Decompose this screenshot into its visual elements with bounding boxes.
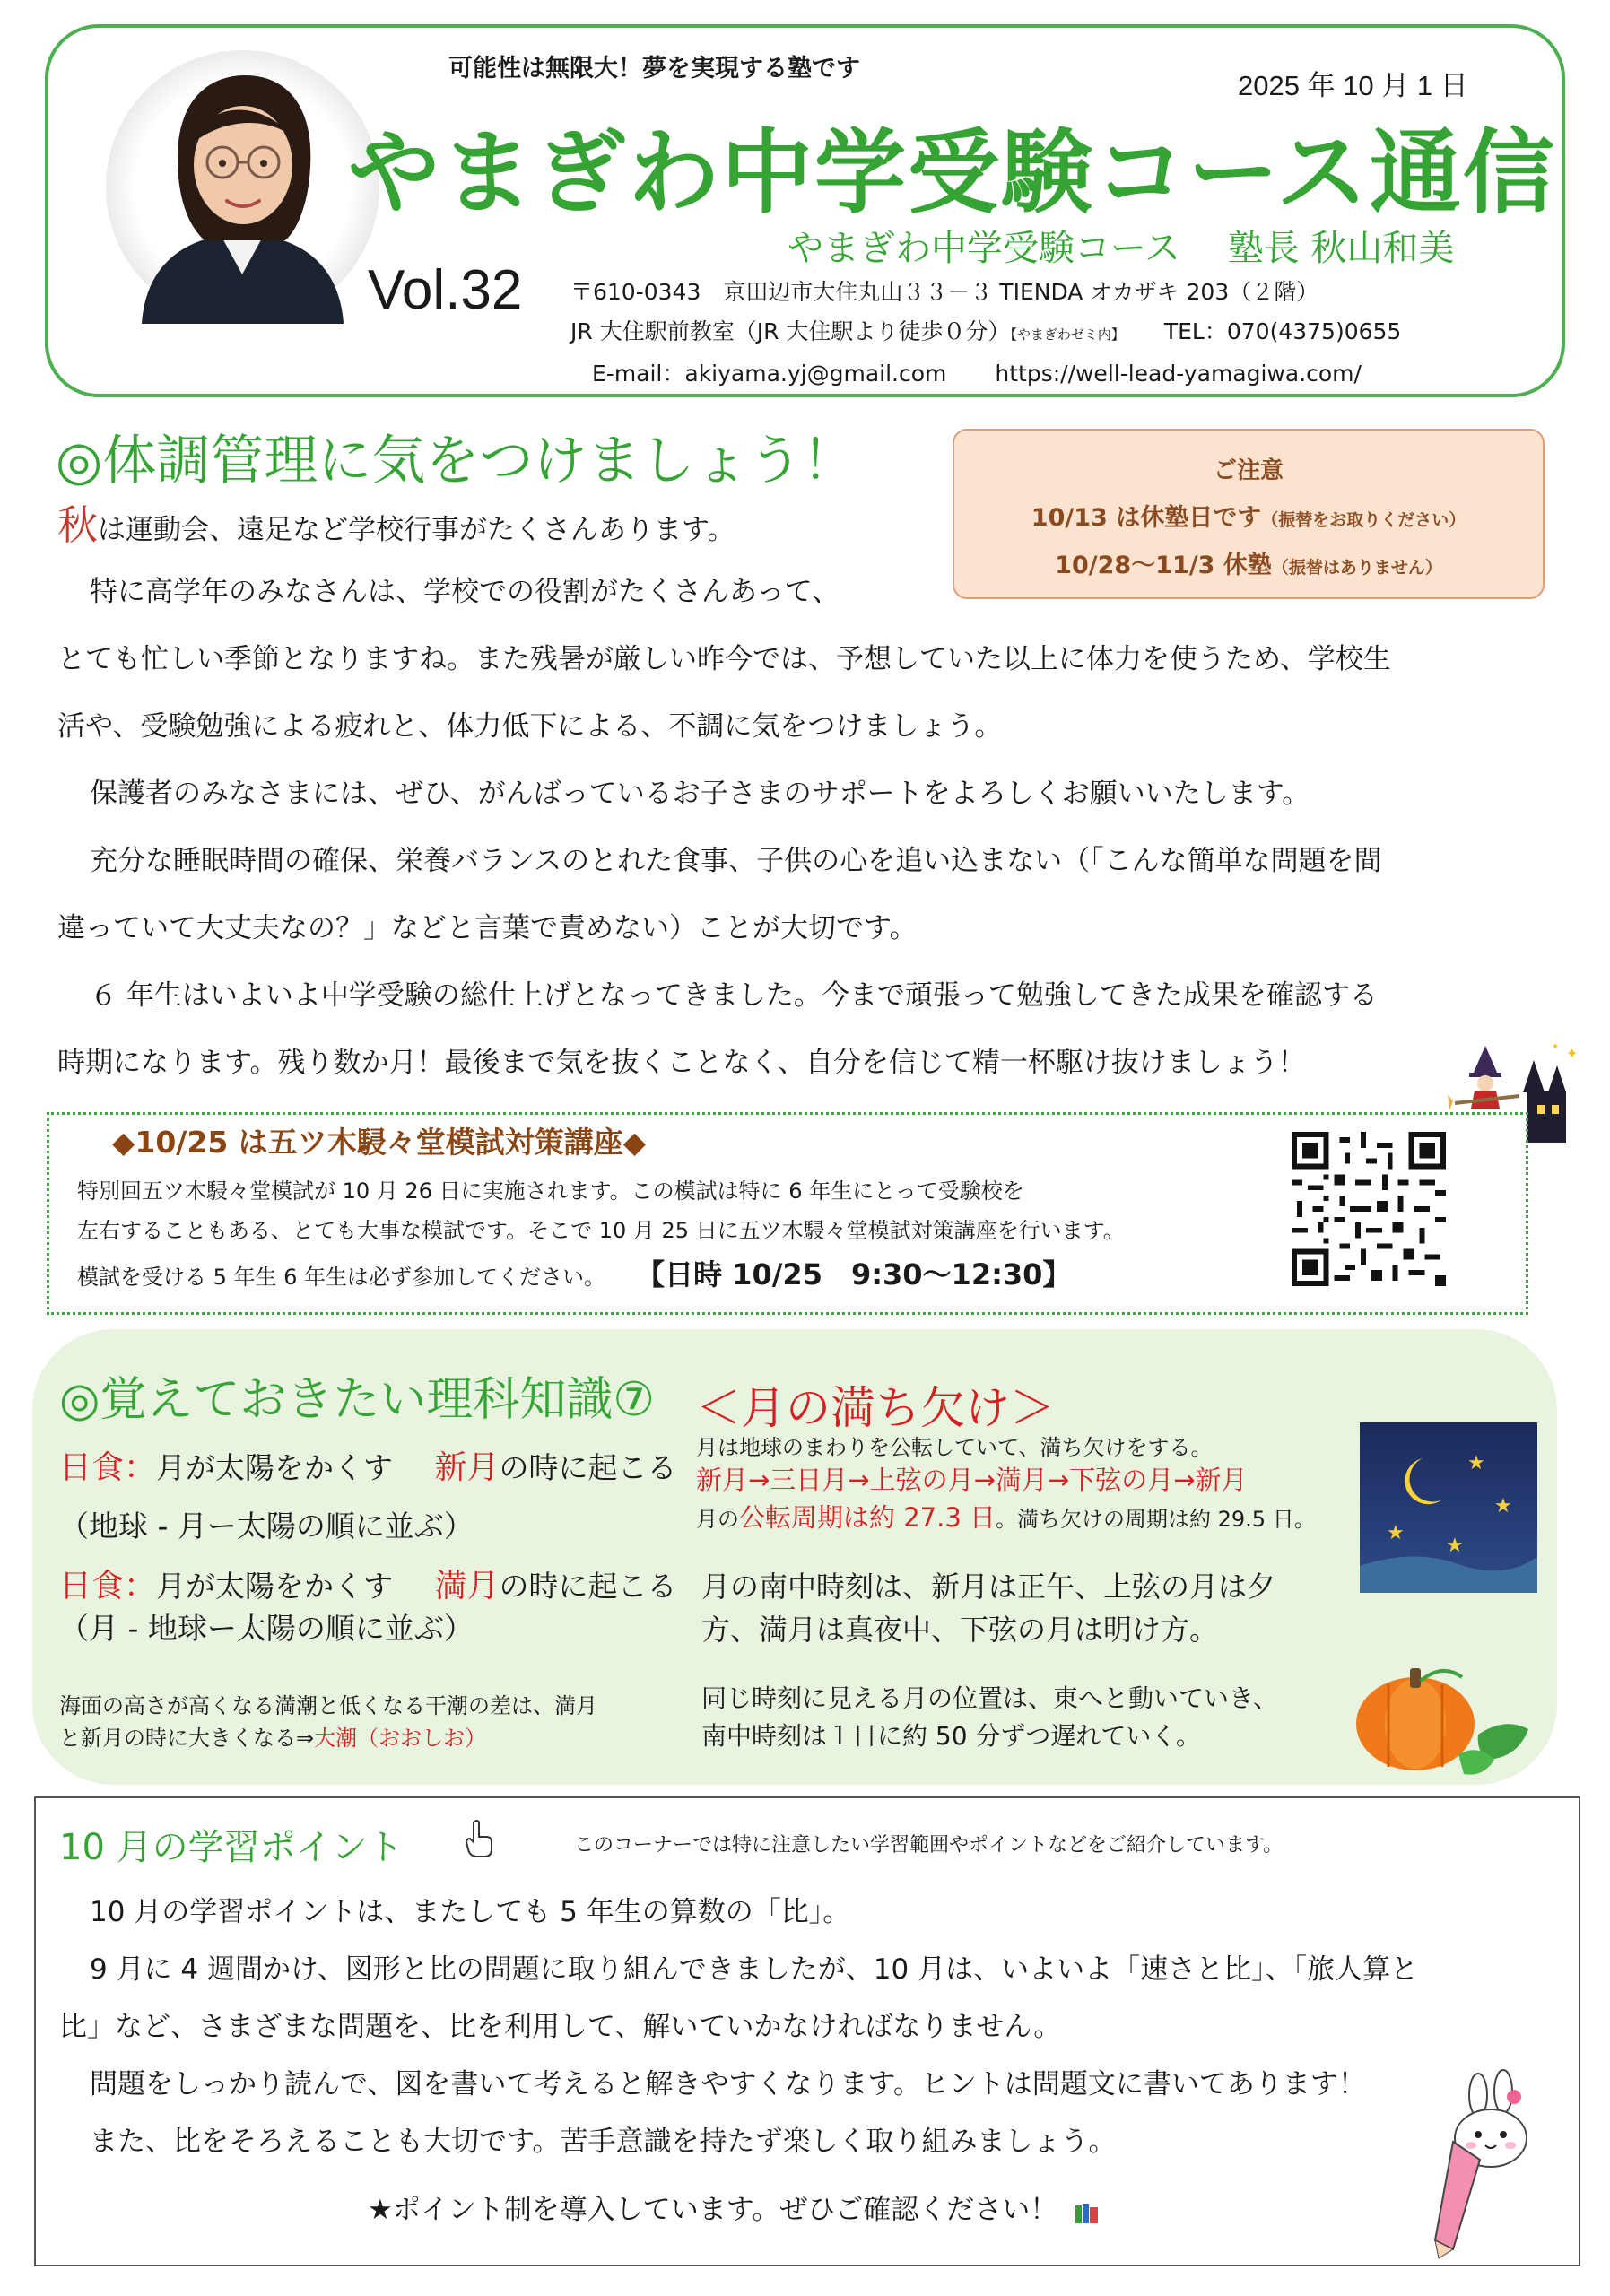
website-link[interactable]: https://well-lead-yamagiwa.com/: [995, 361, 1362, 387]
svg-text:★: ★: [1387, 1522, 1405, 1544]
health-heading: ◎体調管理に気をつけましょう！: [56, 430, 857, 492]
eclipse-line-1: 日食：月が太陽をかくす 新月の時に起こる: [59, 1449, 677, 1486]
health-paragraph-9: 時期になります。残り数か月！最後まで気を抜くことなく、自分を信じて精一杯駆け抜けましょう！: [57, 1047, 1306, 1079]
issue-date: 2025 年 10 月 1 日: [1238, 70, 1468, 101]
moon-phase-heading: ＜月の満ち欠け＞: [696, 1382, 1055, 1434]
notice-line-1: 10/13 は休塾日です（振替をお取りください）: [1031, 504, 1466, 532]
svg-text:★: ★: [1467, 1452, 1485, 1474]
campus-info: [570, 314, 1401, 346]
qr-code[interactable]: [1292, 1132, 1446, 1286]
mock-exam-line-3: 模試を受ける 5 年生 6 年生は必ず参加してください。 【日時 10/25 9:30～12:30】: [77, 1257, 1072, 1292]
moon-period: 月の公転周期は約 27.3 日。満ち欠けの周期は約 29.5 日。: [696, 1502, 1316, 1533]
notice-box: [953, 429, 1545, 599]
postal-address: 〒610-0343 京田辺市大住丸山３３－３ TIENDA オカザキ 203（２階）: [570, 279, 1319, 305]
mock-exam-line-2: 左右することもある、とても大事な模試です。そこで 10 月 25 日に五ツ木駸々堂模試対策講座を行います。: [77, 1218, 1125, 1243]
health-paragraph-4: 活や、受験勉強による疲れと、体力低下による、不調に気をつけましょう。: [57, 710, 1003, 743]
eclipse-order-2: （月 - 地球ー太陽の順に並ぶ）: [59, 1611, 474, 1646]
study-point-title: 10 月の学習ポイント: [59, 1827, 404, 1868]
telephone: TEL：070(4375)0655: [1163, 318, 1402, 344]
bunny-pencil-icon: [1426, 2079, 1561, 2258]
study-line-2: 9 月に 4 週間かけ、図形と比の問題に取り組んできましたが、10 月は、いよいよ「速さと比」、「旅人算と: [90, 1953, 1419, 1986]
email-address[interactable]: E-mail：akiyama.yj@gmail.com: [592, 361, 947, 387]
science-heading: ◎覚えておきたい理科知識⑦: [59, 1373, 655, 1427]
newsletter-title: やまぎわ中学受験コース通信: [348, 120, 1556, 227]
mock-exam-title: ◆10/25 は五ツ木駸々堂模試対策講座◆: [112, 1125, 647, 1160]
health-paragraph-1: 秋は運動会、遠足など学校行事がたくさんあります。: [57, 501, 735, 549]
moon-line-1: 月は地球のまわりを公転していて、満ち欠けをする。: [696, 1435, 1213, 1460]
campus-name: JR 大住駅前教室（JR 大住駅より徒歩０分）: [570, 318, 1011, 344]
study-line-5: また、比をそろえることも大切です。苦手意識を持たず楽しく取り組みましょう。: [90, 2126, 1117, 2158]
svg-text:★: ★: [1446, 1535, 1464, 1557]
tide-line-1: 海面の高さが高くなる満潮と低くなる干潮の差は、満月: [59, 1693, 597, 1718]
books-icon: [1074, 2200, 1101, 2223]
health-paragraph-3: とても忙しい季節となりますね。また残暑が厳しい昨今では、予想していた以上に体力を使うため、学校生: [57, 643, 1391, 675]
notice-title: ご注意: [1213, 457, 1284, 484]
notice-line-2: 10/28～11/3 休塾（振替はありません）: [1055, 552, 1442, 579]
pointing-hand-icon: [461, 1819, 497, 1858]
health-paragraph-7: 違っていて大丈夫なの？」などと言葉で責めない）ことが大切です。: [57, 912, 918, 944]
moon-line-5: 方、満月は真夜中、下弦の月は明け方。: [701, 1613, 1219, 1647]
moon-phase-sequence: 新月→三日月→上弦の月→満月→下弦の月→新月: [696, 1465, 1248, 1495]
health-paragraph-5: 保護者のみなさまには、ぜひ、がんばっているお子さまのサポートをよろしくお願いいたします。: [90, 778, 1310, 810]
moon-line-7: 南中時刻は１日に約 50 分ずつ遅れていく。: [701, 1721, 1201, 1751]
pumpkin-icon: [1353, 1654, 1537, 1779]
svg-text:✦: ✦: [1552, 1042, 1560, 1052]
mock-exam-datetime: 【日時 10/25 9:30～12:30】: [650, 1257, 1072, 1292]
campus-note: 【やまぎわゼミ内】: [1010, 326, 1125, 343]
moon-line-6: 同じ時刻に見える月の位置は、東へと動いていき、: [701, 1683, 1278, 1713]
tide-line-2: と新月の時に大きくなる⇒大潮（おおしお）: [59, 1726, 487, 1751]
study-line-6: ★ポイント制を導入しています。ぜひご確認ください！: [368, 2187, 1101, 2227]
health-paragraph-6: 充分な睡眠時間の確保、栄養バランスのとれた食事、子供の心を追い込まない（「こんな簡単な問題を間: [90, 845, 1382, 877]
moon-line-4: 月の南中時刻は、新月は正午、上弦の月は夕: [701, 1570, 1276, 1604]
mock-exam-line-1: 特別回五ツ木駸々堂模試が 10 月 26 日に実施されます。この模試は特に 6 年生にとって受験校を: [77, 1178, 1024, 1204]
svg-text:✦: ✦: [1566, 1045, 1579, 1062]
tagline: 可能性は無限大！夢を実現する塾です: [448, 55, 860, 83]
volume-number: Vol.32: [368, 259, 523, 321]
study-point-note: このコーナーでは特に注意したい学習範囲やポイントなどをご紹介しています。: [574, 1834, 1284, 1857]
eclipse-order-1: （地球 - 月ー太陽の順に並ぶ）: [59, 1509, 474, 1544]
school-and-principal: やまぎわ中学受験コース 塾長 秋山和美: [788, 228, 1455, 269]
study-line-3: 比」など、さまざまな問題を、比を利用して、解いていかなければなりません。: [59, 2011, 1062, 2043]
svg-text:★: ★: [1494, 1495, 1512, 1518]
contact-row: [592, 356, 1362, 388]
portrait-photo: [106, 50, 379, 324]
night-sky-icon: [1360, 1422, 1537, 1593]
dropcap: 秋: [57, 501, 99, 549]
study-line-4: 問題をしっかり読んで、図を書いて考えると解きやすくなります。ヒントは問題文に書いてあります！: [90, 2068, 1366, 2100]
eclipse-line-2: 日食：月が太陽をかくす 満月の時に起こる: [59, 1568, 677, 1605]
health-paragraph-2: 特に高学年のみなさんは、学校での役割がたくさんあって、: [90, 576, 840, 608]
health-paragraph-8: ６ 年生はいよいよ中学受験の総仕上げとなってきました。今まで頑張って勉強してきた成果を確認する: [90, 979, 1378, 1012]
study-line-1: 10 月の学習ポイントは、またしても 5 年生の算数の「比」。: [90, 1896, 851, 1928]
